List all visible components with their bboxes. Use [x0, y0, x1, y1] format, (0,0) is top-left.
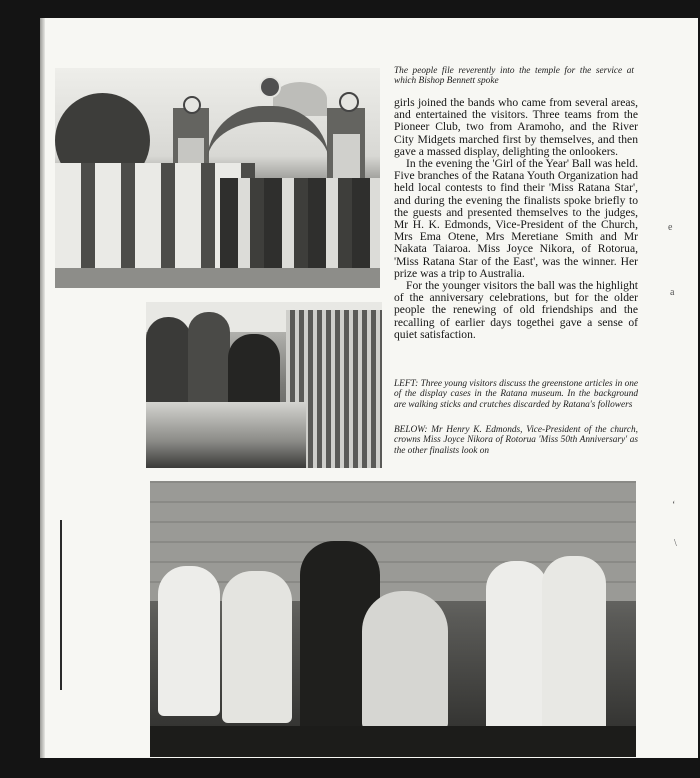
margin-mark: e: [668, 222, 673, 233]
museum-display-photo: [146, 302, 382, 468]
margin-mark: \: [674, 538, 677, 549]
dark-floor: [150, 726, 636, 757]
finalist-far-right-gown: [542, 556, 606, 741]
article-paragraph: girls joined the bands who came from several areas, and entertained the visitors. Three teams from the Pioneer Club, two from Aramoho, and the River City Midgets marched first by themselves, and then gave a massed display, delighting the onlookers.: [394, 96, 638, 158]
article-body: [394, 97, 638, 341]
visitor-right: [228, 334, 280, 404]
crowd-right-group: [220, 178, 380, 268]
temple-moon-emblem-right: [339, 92, 359, 112]
finalist-left-gown: [158, 566, 220, 716]
temple-moon-emblem-left: [183, 96, 201, 114]
display-case: [146, 402, 306, 468]
finalist-right-gown: [486, 561, 548, 737]
visitor-left: [146, 317, 191, 412]
seated-winner-gown: [362, 591, 448, 731]
finalist-second-gown: [222, 571, 292, 723]
page-binding-shadow: [40, 18, 45, 758]
temple-star-emblem: [259, 76, 281, 98]
crowning-caption: BELOW: Mr Henry K. Edmonds, Vice-President of the church, crowns Miss Joyce Nikora of Rotorua 'Miss 50th Anniversary' as the other finalists look on: [394, 425, 638, 456]
temple-caption: The people file reverently into the temple for the service at which Bishop Bennett spoke: [394, 66, 634, 87]
margin-rule: [60, 520, 62, 690]
margin-mark: a: [670, 287, 675, 298]
museum-caption: LEFT: Three young visitors discuss the greenstone articles in one of the display cases in the Ratana museum. In the background are walking sticks and crutches discarded by Ratana's followers: [394, 379, 638, 410]
temple-procession-photo: [55, 68, 380, 288]
margin-mark: ʻ: [672, 500, 676, 511]
visitor-middle: [188, 312, 230, 407]
article-paragraph: In the evening the 'Girl of the Year' Ball was held. Five branches of the Ratana Youth Organization had held local contests to find their 'Miss Ratana Star', and during the evening the finalists spoke briefly to the guests and presented themselves to the judges, Mr H. K. Edmonds, Vice-President of the Church, Mrs Ema Otene, Mrs Meretiane Smith and Mr Nakata Taiaroa. Miss Joyce Nikora, of Rotorua, 'Miss Ratana Star of the East', was the winner. Her prize was a trip to Australia.: [394, 157, 638, 280]
ground: [55, 268, 380, 288]
article-paragraph: For the younger visitors the ball was the highlight of the anniversary celebrations, but for the older people the renewing of old friendships and the recalling of earlier days togethei gave a sense of quiet satisfaction.: [394, 279, 638, 341]
crowning-ceremony-photo: [150, 481, 636, 757]
